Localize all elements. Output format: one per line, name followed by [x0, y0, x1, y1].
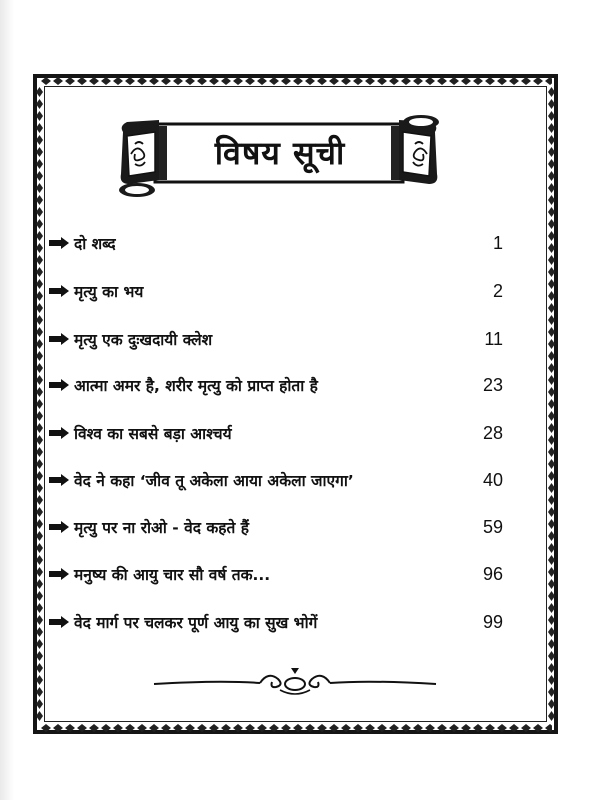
arrow-bullet-icon: [48, 283, 72, 299]
toc-entry[interactable]: [48, 559, 503, 589]
toc-entry-page: 23: [482, 374, 503, 395]
toc-entry[interactable]: [48, 512, 503, 542]
border-ornament-top: [40, 76, 552, 86]
arrow-bullet-icon: [48, 472, 72, 488]
border-ornament-bottom: [40, 723, 552, 733]
toc-entry-title: आत्मा अमर है, शरीर मृत्यु को प्राप्त होता है: [74, 377, 318, 395]
toc-entry[interactable]: [48, 607, 503, 637]
toc-entry-title: मनुष्य की आयु चार सौ वर्ष तक...: [74, 566, 271, 584]
arrow-bullet-icon: [48, 235, 72, 251]
toc-entry-title: वेद मार्ग पर चलकर पूर्ण आयु का सुख भोगें: [74, 614, 318, 632]
border-ornament-right: [547, 86, 556, 722]
toc-entry-title: दो शब्द: [74, 235, 116, 253]
toc-entry-page: 1: [492, 232, 503, 253]
toc-entry-page: 28: [482, 422, 503, 443]
toc-entry-title: मृत्यु एक दुःखदायी क्लेश: [74, 331, 213, 349]
toc-entry[interactable]: [48, 324, 503, 354]
toc-entry-page: 2: [492, 280, 503, 301]
flourish-divider-icon: [150, 664, 440, 698]
arrow-bullet-icon: [48, 377, 72, 393]
toc-entry[interactable]: [48, 370, 503, 400]
toc-entry-title: मृत्यु पर ना रोओ - वेद कहते हैं: [74, 519, 249, 537]
toc-entry-title: वेद ने कहा ‘जीव तू अकेला आया अकेला जाएगा’: [74, 472, 354, 490]
toc-entry[interactable]: [48, 228, 503, 258]
arrow-bullet-icon: [48, 331, 72, 347]
toc-entry[interactable]: [48, 465, 503, 495]
border-ornament-left: [35, 86, 44, 722]
toc-entry-page: 11: [484, 328, 503, 349]
arrow-bullet-icon: [48, 566, 72, 582]
toc-entry-page: 99: [482, 611, 503, 632]
toc-entry-page: 96: [482, 563, 503, 584]
page-title: विषय सूची: [214, 133, 346, 172]
toc-entry-page: 40: [482, 469, 503, 490]
arrow-bullet-icon: [48, 519, 72, 535]
toc-entry-page: 59: [482, 516, 503, 537]
page-gutter-shadow: [0, 0, 14, 800]
toc-entry[interactable]: [48, 418, 503, 448]
toc-entry[interactable]: [48, 276, 503, 306]
toc-entry-title: विश्व का सबसे बड़ा आश्चर्य: [74, 425, 232, 443]
toc-entry-title: मृत्यु का भय: [74, 283, 144, 301]
arrow-bullet-icon: [48, 614, 72, 630]
arrow-bullet-icon: [48, 425, 72, 441]
